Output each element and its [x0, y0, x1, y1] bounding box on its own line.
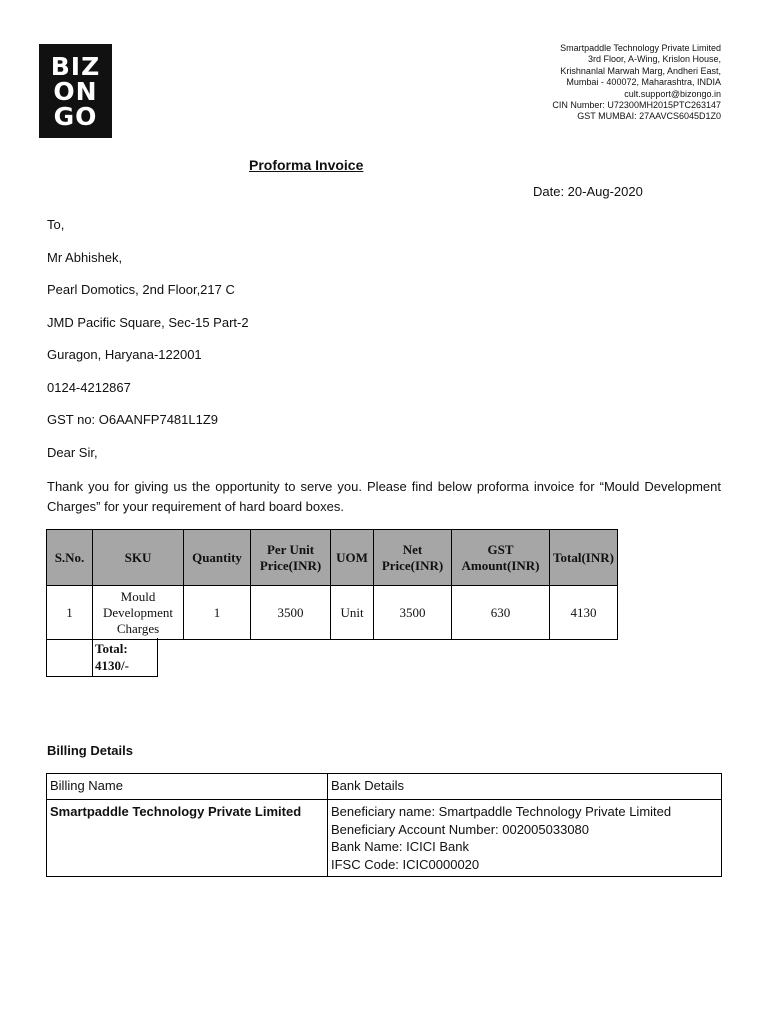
header-total: Total(INR) — [550, 530, 618, 586]
company-email: cult.support@bizongo.in — [624, 88, 721, 99]
header-sno: S.No. — [47, 530, 93, 586]
ifsc-code: IFSC Code: ICIC0000020 — [331, 856, 480, 872]
bank-details — [328, 800, 722, 877]
bank-details-header: Bank Details — [328, 774, 722, 800]
billing-table-row — [47, 800, 722, 877]
company-address — [421, 43, 721, 123]
cell-uom: Unit — [331, 586, 374, 640]
logo-line-1: BIZ — [50, 51, 101, 81]
company-address-line-2: Krishnanlal Marwah Marg, Andheri East, — [560, 65, 721, 76]
total-box-divider — [92, 638, 93, 676]
beneficiary-account: Beneficiary Account Number: 002005033080 — [331, 821, 590, 837]
recipient-name: Mr Abhishek, — [47, 250, 123, 265]
cell-sno: 1 — [47, 586, 93, 640]
recipient-gst: GST no: O6AANFP7481L1Z9 — [47, 412, 219, 427]
items-table — [46, 529, 618, 640]
company-address-line-1: 3rd Floor, A-Wing, Krislon House, — [587, 54, 721, 65]
company-gst: GST MUMBAI: 27AAVCS6045D1Z0 — [577, 111, 721, 122]
billing-name-header: Billing Name — [47, 774, 328, 800]
company-cin: CIN Number: U72300MH2015PTC263147 — [552, 100, 721, 111]
recipient-address-2: JMD Pacific Square, Sec-15 Part-2 — [47, 315, 249, 330]
header-sku: SKU — [93, 530, 184, 586]
cell-per-unit-price: 3500 — [251, 586, 331, 640]
to-label: To, — [47, 217, 65, 232]
cell-total: 4130 — [550, 586, 618, 640]
header-per-unit-price: Per Unit Price(INR) — [251, 530, 331, 586]
document-title: Proforma Invoice — [249, 157, 364, 173]
company-name: Smartpaddle Technology Private Limited — [560, 43, 721, 53]
recipient-phone: 0124-4212867 — [47, 380, 131, 395]
bank-name: Bank Name: ICICI Bank — [331, 839, 469, 854]
table-row — [47, 586, 618, 640]
grand-total: Total: 4130/- — [95, 641, 129, 673]
billing-table — [46, 773, 722, 877]
body-paragraph: Thank you for giving us the opportunity to serve you. Please find below proforma invoice for “Mould Development Charges” for your requirement of hard board boxes. — [47, 479, 721, 514]
cell-net-price: 3500 — [374, 586, 452, 640]
salutation: Dear Sir, — [47, 445, 98, 460]
invoice-date: Date: 20-Aug-2020 — [533, 184, 643, 199]
billing-table-header — [47, 774, 722, 800]
company-address-line-3: Mumbai - 400072, Maharashtra, INDIA — [566, 77, 721, 88]
items-table-header — [47, 530, 618, 586]
header-gst-amount: GST Amount(INR) — [452, 530, 550, 586]
cell-gst-amount: 630 — [452, 586, 550, 640]
billing-name: Smartpaddle Technology Private Limited — [47, 800, 328, 877]
billing-details-heading: Billing Details — [47, 743, 133, 758]
logo-line-2: ON — [53, 76, 98, 106]
cell-quantity: 1 — [184, 586, 251, 640]
cell-sku: Mould Development Charges — [93, 586, 184, 640]
beneficiary-name: Beneficiary name: Smartpaddle Technology Private Limited — [331, 804, 672, 819]
header-net-price: Net Price(INR) — [374, 530, 452, 586]
recipient-address-3: Guragon, Haryana-122001 — [47, 347, 202, 362]
recipient-address-1: Pearl Domotics, 2nd Floor,217 C — [47, 282, 235, 297]
header-uom: UOM — [331, 530, 374, 586]
total-box — [46, 638, 158, 677]
header-quantity: Quantity — [184, 530, 251, 586]
bizongo-logo — [39, 44, 112, 138]
logo-line-3: GO — [53, 101, 98, 131]
